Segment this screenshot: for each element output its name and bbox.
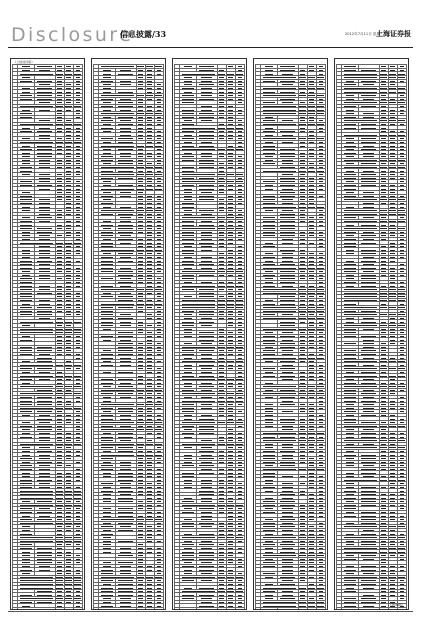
disclosure-table (336, 64, 407, 610)
issue-date: 2012年7月11日 星期三 (345, 32, 384, 36)
column-2 (91, 58, 166, 610)
table-row (256, 607, 326, 610)
header-rule (8, 47, 413, 48)
column-4 (253, 58, 328, 610)
newspaper-logo: 上海证券报 (376, 29, 411, 38)
disclosure-columns (10, 58, 411, 610)
disclosure-table (255, 64, 326, 610)
table-row (175, 607, 245, 610)
masthead (8, 23, 413, 47)
table-row (94, 607, 164, 610)
footer-rule (8, 611, 413, 612)
column-end-note: （下转34版） (386, 603, 405, 607)
column-1 (10, 58, 85, 610)
section-brand: Disclosure (11, 24, 134, 46)
table-row (337, 607, 407, 610)
table-row (13, 607, 83, 610)
disclosure-table (12, 64, 83, 610)
column-3 (172, 58, 247, 610)
section-title: 信息披露/33 (120, 29, 167, 39)
disclosure-table (93, 64, 164, 610)
column-5 (334, 58, 409, 610)
disclosure-table (174, 64, 245, 610)
column-continuation-note: （上接封四版） (13, 60, 35, 65)
